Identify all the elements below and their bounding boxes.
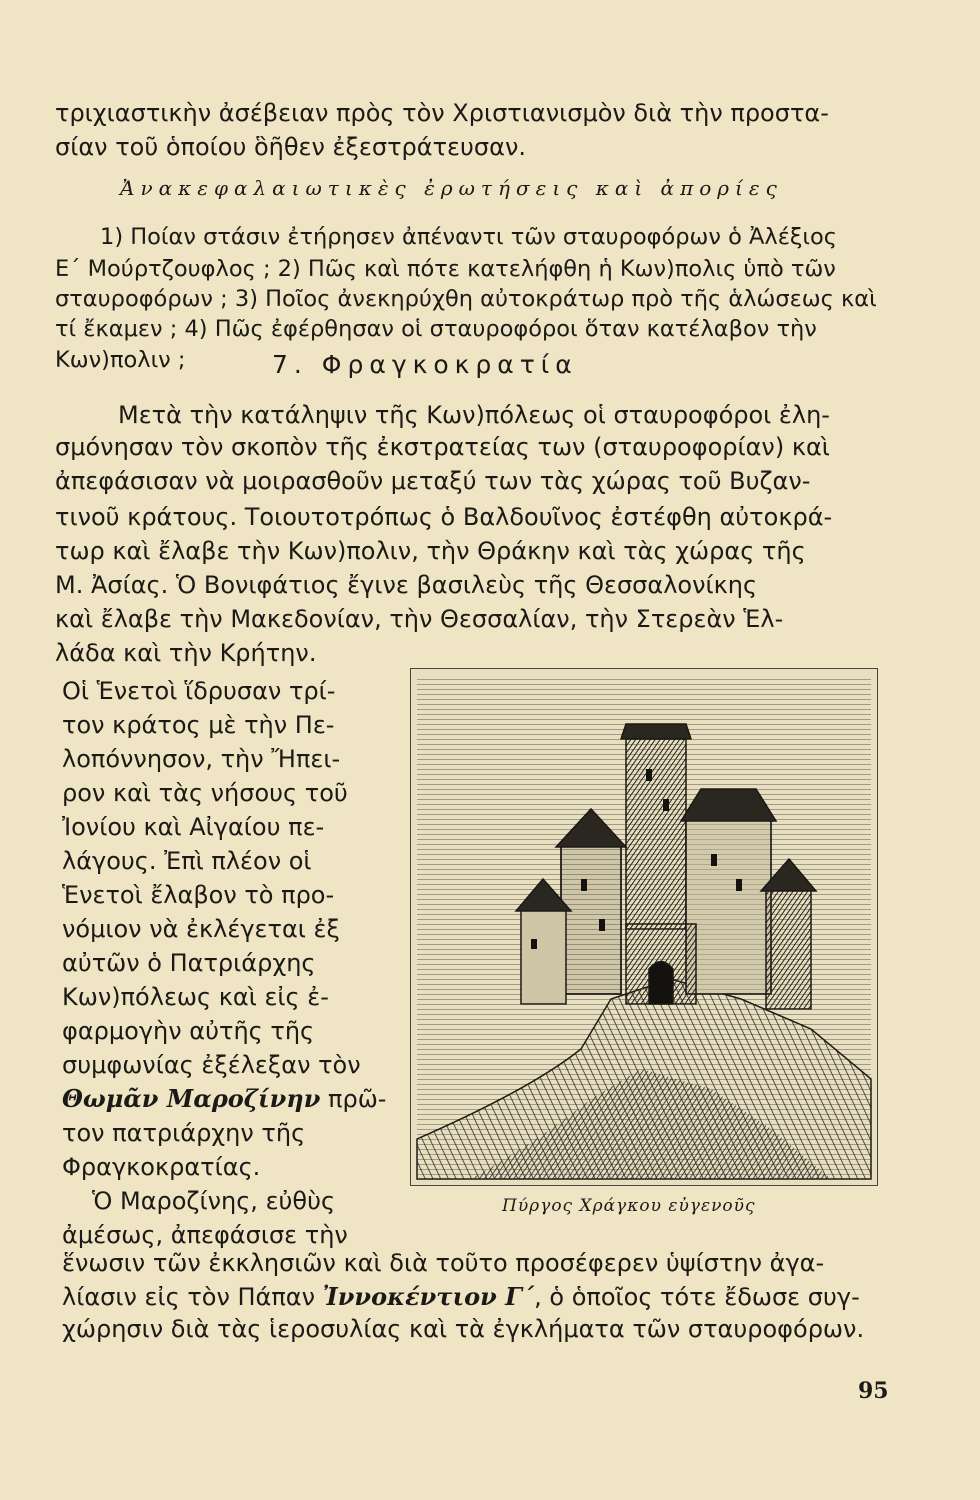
body-line-narrow: ἀμέσως, ἀπεφάσισε τὴν bbox=[62, 1221, 348, 1249]
page-number: 95 bbox=[858, 1378, 889, 1404]
question-line: τί ἔκαμεν ; 4) Πῶς ἐφέρθησαν οἱ σταυροφόροι ὅταν κατέλαβον τὴν bbox=[55, 316, 817, 342]
question-line: 1) Ποίαν στάσιν ἐτήρησεν ἀπέναντι τῶν σταυροφόρων ὁ Ἀλέξιος bbox=[100, 224, 837, 250]
body-line: Μετὰ τὴν κατάληψιν τῆς Κων)πόλεως οἱ σταυροφόροι ἐλη- bbox=[118, 401, 830, 429]
body-line-narrow-names bbox=[62, 1084, 392, 1114]
section-title: 7. Φραγκοκρατία bbox=[272, 350, 578, 379]
body-line: ἕνωσιν τῶν ἐκκλησιῶν καὶ διὰ τοῦτο προσέφερεν ὑψίστην ἀγα- bbox=[62, 1249, 825, 1277]
name-thomas-morosini: Θωμᾶν Μαροζίνην bbox=[62, 1084, 321, 1113]
body-line: Μ. Ἀσίας. Ὁ Βονιφάτιος ἔγινε βασιλεὺς τῆς Θεσσαλονίκης bbox=[55, 571, 758, 599]
body-line-narrow: φαρμογὴν αὐτῆς τῆς bbox=[62, 1017, 315, 1045]
body-line: σμόνησαν τὸν σκοπὸν τῆς ἐκστρατείας των (σταυροφορίαν) καὶ bbox=[55, 433, 830, 461]
body-line-narrow: Οἱ Ἑνετοὶ ἵδρυσαν τρί- bbox=[62, 677, 336, 705]
intro-line-1: τριχιαστικὴν ἀσέβειαν πρὸς τὸν Χριστιανισμὸν διὰ τὴν προστα- bbox=[55, 99, 829, 127]
intro-line-2: σίαν τοῦ ὁποίου ὃῆθεν ἐξεστράτευσαν. bbox=[55, 133, 526, 161]
body-line-narrow: νόμιον νὰ ἐκλέγεται ἐξ bbox=[62, 915, 340, 943]
body-line-narrow: Ἰονίου καὶ Αἰγαίου πε- bbox=[62, 813, 325, 841]
body-text-fragment: , ὁ ὁποῖος τότε ἔδωσε συγ- bbox=[534, 1283, 860, 1311]
question-line: σταυροφόρων ; 3) Ποῖος ἀνεκηρύχθη αὐτοκράτωρ πρὸ τῆς ἁλώσεως καὶ bbox=[55, 286, 877, 312]
body-line-narrow: Ἑνετοὶ ἔλαβον τὸ προ- bbox=[62, 881, 335, 909]
body-line-narrow: Φραγκοκρατίας. bbox=[62, 1153, 261, 1181]
body-text-fragment: πρῶ- bbox=[320, 1085, 387, 1113]
body-line-narrow: αὐτῶν ὁ Πατριάρχης bbox=[62, 949, 316, 977]
body-line-narrow: τον κράτος μὲ τὴν Πε- bbox=[62, 711, 335, 739]
questions-heading: Ἀνακεφαλαιωτικὲς ἐρωτήσεις καὶ ἀπορίες bbox=[120, 176, 783, 200]
body-line: ἀπεφάσισαν νὰ μοιρασθοῦν μεταξύ των τὰς χώρας τοῦ Βυζαν- bbox=[55, 467, 811, 495]
body-line-pope bbox=[62, 1282, 887, 1312]
question-line: Κων)πολιν ; bbox=[55, 347, 186, 373]
body-line-narrow: Κων)πόλεως καὶ εἰς ἐ- bbox=[62, 983, 329, 1011]
body-line: λάδα καὶ τὴν Κρήτην. bbox=[55, 639, 317, 667]
body-line-narrow: ρον καὶ τὰς νήσους τοῦ bbox=[62, 779, 348, 807]
name-pope-innocent: Ἰννοκέντιον Γ΄ bbox=[322, 1282, 535, 1311]
body-line-narrow: λοπόννησον, τὴν Ἤπει- bbox=[62, 745, 341, 773]
body-line: χώρησιν διὰ τὰς ἱεροσυλίας καὶ τὰ ἐγκλήματα τῶν σταυροφόρων. bbox=[62, 1315, 865, 1343]
castle-engraving bbox=[411, 669, 877, 1185]
body-text-fragment: λίασιν εἰς τὸν Πάπαν bbox=[62, 1283, 323, 1311]
body-line-narrow: Ὁ Μαροζίνης, εὐθὺς bbox=[92, 1187, 336, 1215]
body-line: τωρ καὶ ἔλαβε τὴν Κων)πολιν, τὴν Θράκην καὶ τὰς χώρας τῆς bbox=[55, 537, 806, 565]
castle-illustration bbox=[410, 668, 878, 1186]
body-line-narrow: συμφωνίας ἐξέλεξαν τὸν bbox=[62, 1051, 361, 1079]
figure-caption: Πύργος Χράγκου εὐγενοῦς bbox=[502, 1196, 756, 1216]
body-line-narrow: λάγους. Ἐπὶ πλέον οἱ bbox=[62, 847, 312, 875]
body-line: καὶ ἔλαβε τὴν Μακεδονίαν, τὴν Θεσσαλίαν, τὴν Στερεὰν Ἑλ- bbox=[55, 605, 784, 633]
question-line: Ε΄ Μούρτζουφλος ; 2) Πῶς καὶ πότε κατελήφθη ἡ Κων)πολις ὑπὸ τῶν bbox=[55, 256, 836, 282]
body-line: τινοῦ κράτους. Τοιουτοτρόπως ὁ Βαλδουῖνος ἐστέφθη αὐτοκρά- bbox=[55, 503, 833, 531]
body-line-narrow: τον πατριάρχην τῆς bbox=[62, 1119, 306, 1147]
